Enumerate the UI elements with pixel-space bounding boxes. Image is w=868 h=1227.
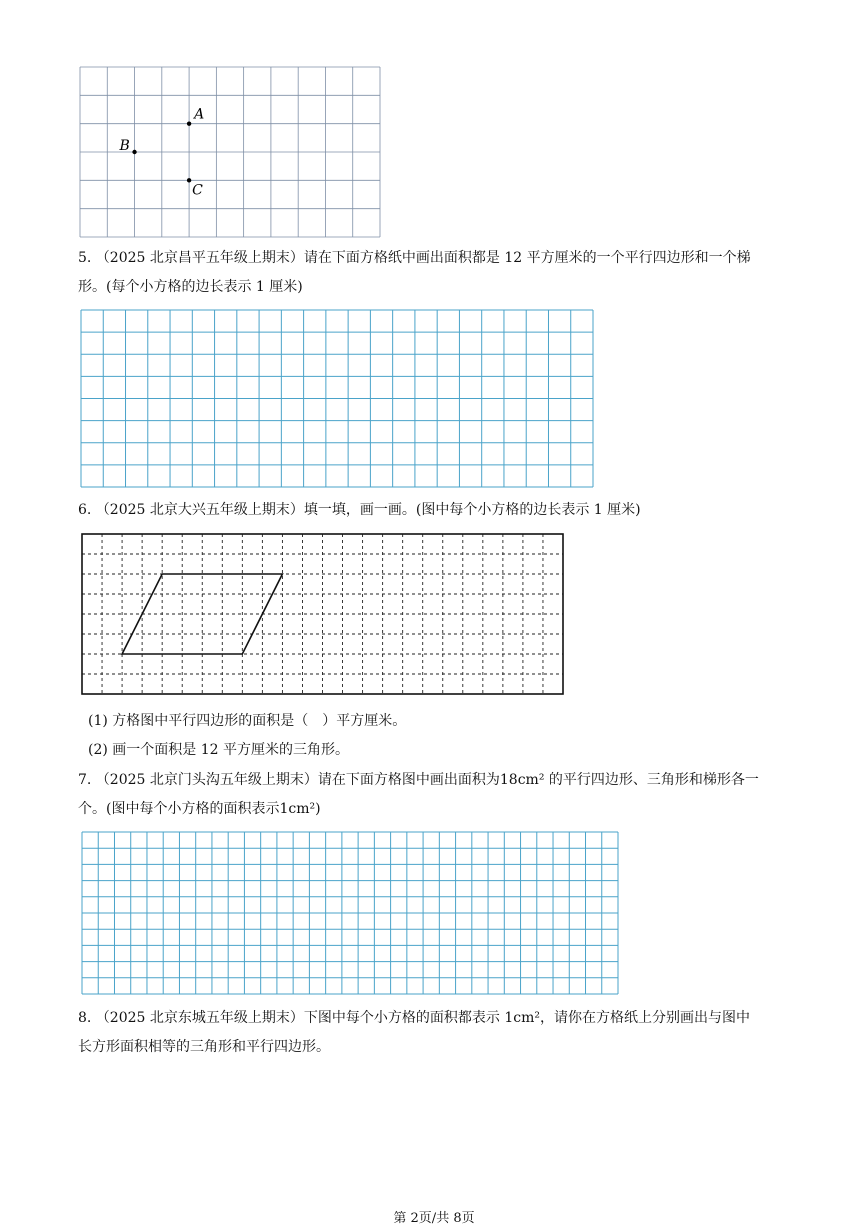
- question-5-line-1: 5. （2025 北京昌平五年级上期末）请在下面方格纸中画出面积都是 12 平方厘米的一个平行四边形和一个梯: [78, 250, 751, 266]
- square-grid-q5: [80, 309, 594, 488]
- dashed-grid-q6: [81, 533, 564, 695]
- point-c: [187, 178, 191, 182]
- coordinate-grid-abc: [79, 66, 381, 238]
- question-8-line-2: 长方形面积相等的三角形和平行四边形。: [78, 1039, 330, 1055]
- question-7-line-2: 个。(图中每个小方格的面积表示1cm²): [78, 801, 321, 817]
- point-label-b: B: [119, 138, 130, 154]
- question-6-sub-2: (2) 画一个面积是 12 平方厘米的三角形。: [88, 742, 349, 758]
- page-footer: 第 2页/共 8页: [393, 1211, 475, 1226]
- point-b: [132, 150, 136, 154]
- point-label-a: A: [194, 106, 205, 123]
- question-8-line-1: 8. （2025 北京东城五年级上期末）下图中每个小方格的面积都表示 1cm²，请你在方格纸上分别画出与图中: [78, 1010, 750, 1026]
- question-5-line-2: 形。(每个小方格的边长表示 1 厘米): [78, 279, 303, 295]
- question-7-line-1: 7. （2025 北京门头沟五年级上期末）请在下面方格图中画出面积为18cm² 的平行四边形、三角形和梯形各一: [78, 772, 759, 788]
- square-grid-q7: [81, 831, 619, 995]
- question-6-sub-1: (1) 方格图中平行四边形的面积是（ ）平方厘米。: [88, 713, 407, 729]
- point-a: [187, 121, 191, 125]
- point-label-c: C: [192, 182, 203, 199]
- question-6-line-1: 6. （2025 北京大兴五年级上期末）填一填，画一画。(图中每个小方格的边长表示 1 厘米): [78, 502, 641, 518]
